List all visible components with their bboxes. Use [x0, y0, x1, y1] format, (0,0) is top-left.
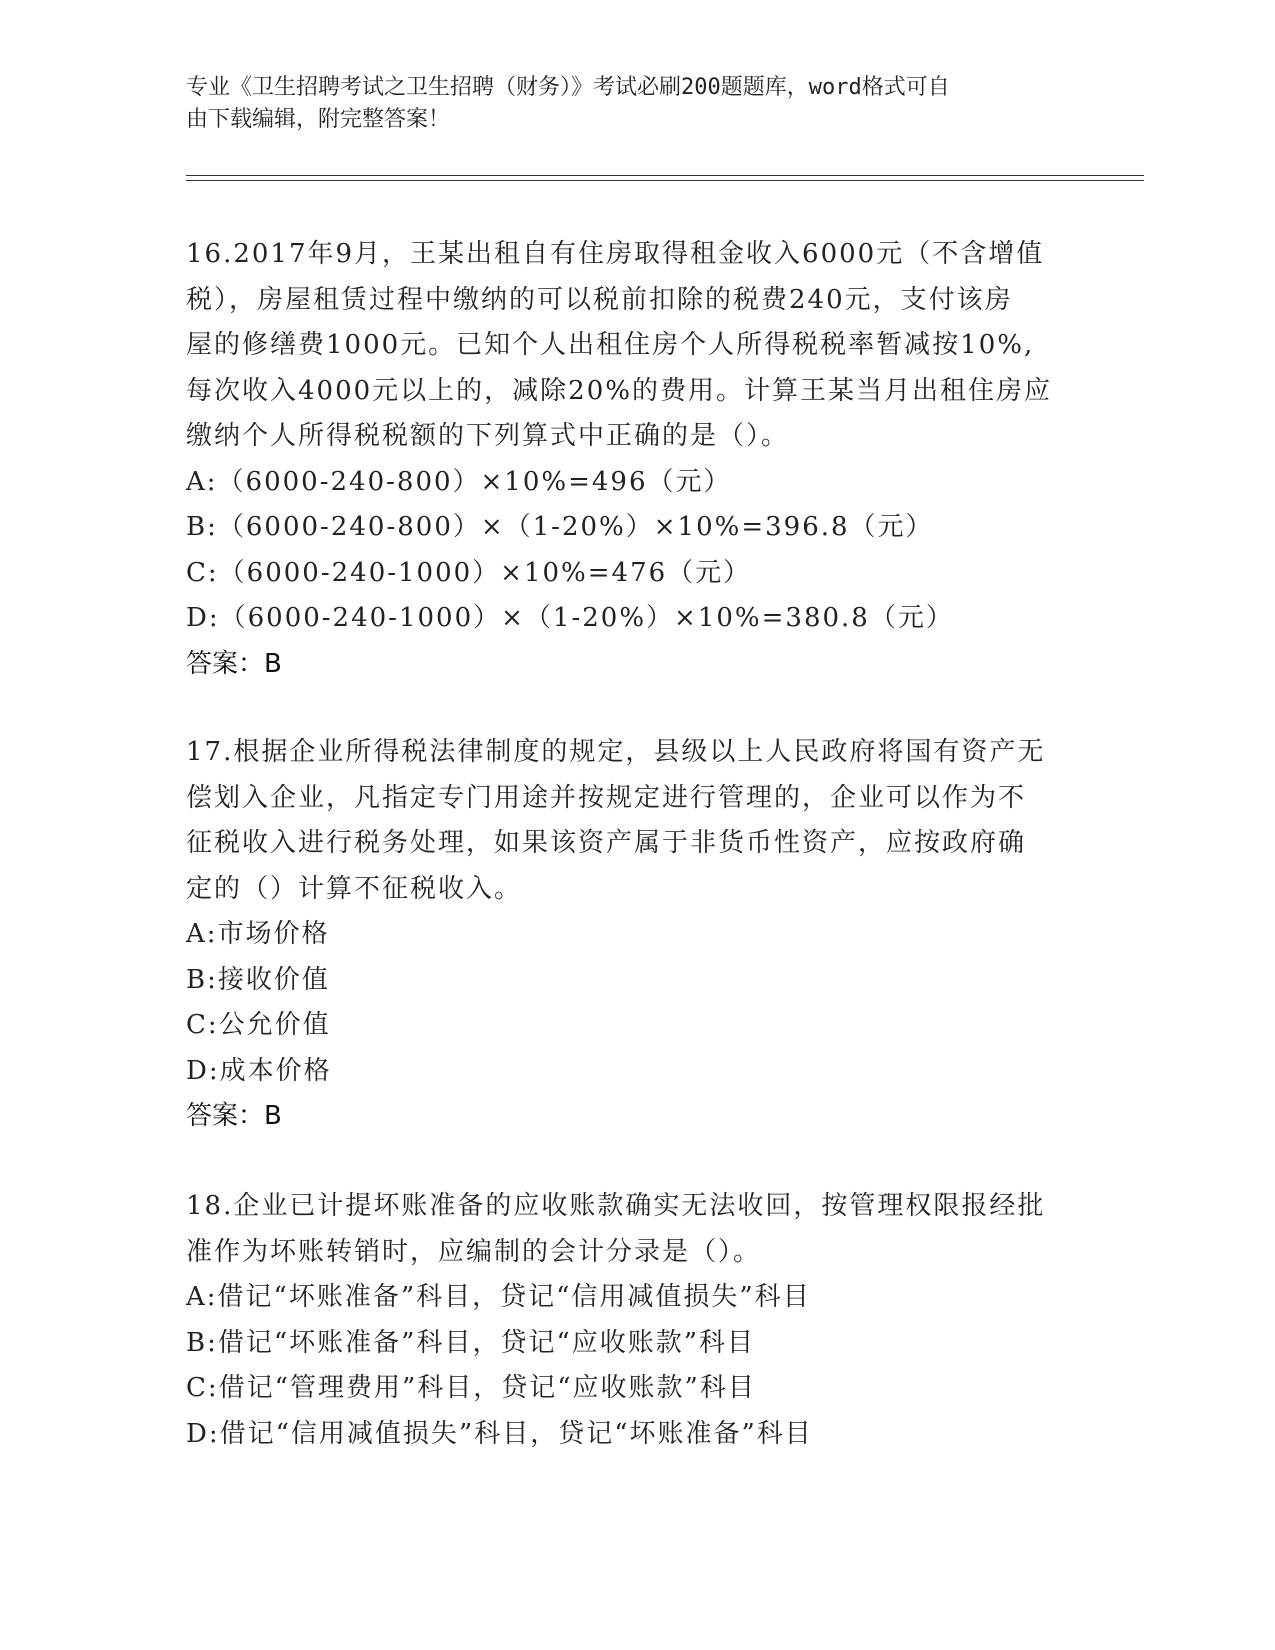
option-a: A:借记“坏账准备”科目，贷记“信用减值损失”科目 [186, 1282, 811, 1312]
question-stem-line: 屋的修缮费1000元。已知个人出租住房个人所得税税率暂减按10%, [186, 330, 1035, 360]
option-b: B:（6000-240-800）×（1-20%）×10%=396.8（元） [186, 512, 934, 542]
option-d: D:借记“信用减值损失”科目，贷记“坏账准备”科目 [186, 1418, 813, 1449]
header-line-1: 专业《卫生招聘考试之卫生招聘（财务）》考试必刷200题题库，word格式可自 [186, 75, 950, 100]
question-16 [186, 232, 1066, 687]
option-c: C:借记“管理费用”科目，贷记“应收账款”科目 [186, 1373, 756, 1403]
option-c: C:公允价值 [186, 1010, 331, 1040]
question-17 [186, 730, 1066, 1140]
question-stem-line: 18.企业已计提坏账准备的应收账款确实无法收回，按管理权限报经批 [186, 1191, 1046, 1221]
header-divider [186, 175, 1144, 181]
option-c: C:（6000-240-1000）×10%=476（元） [186, 557, 752, 588]
header-line-2: 由下载编辑，附完整答案！ [186, 107, 451, 132]
option-b: B:借记“坏账准备”科目，贷记“应收账款”科目 [186, 1327, 756, 1358]
option-a: A:（6000-240-800）×10%=496（元） [186, 466, 732, 497]
question-stem-line: 16.2017年9月，王某出租自有住房取得租金收入6000元（不含增值 [186, 239, 1045, 269]
document-header [186, 72, 1086, 136]
question-stem-line: 征税收入进行税务处理，如果该资产属于非货币性资产，应按政府确 [186, 828, 1027, 858]
question-stem-line: 准作为坏账转销时，应编制的会计分录是（）。 [186, 1236, 762, 1267]
question-stem-line: 每次收入4000元以上的，减除20%的费用。计算王某当月出租住房应 [186, 375, 1052, 406]
question-stem-line: 定的（）计算不征税收入。 [186, 873, 523, 904]
answer-label: 答案：B [186, 648, 282, 679]
question-stem-line: 税），房屋租赁过程中缴纳的可以税前扣除的税费240元，支付该房 [186, 284, 1013, 315]
option-d: D:成本价格 [186, 1055, 332, 1086]
question-stem-line: 17.根据企业所得税法律制度的规定，县级以上人民政府将国有资产无 [186, 737, 1046, 767]
option-a: A:市场价格 [186, 919, 330, 949]
question-stem-line: 缴纳个人所得税税额的下列算式中正确的是（）。 [186, 421, 790, 451]
question-stem-line: 偿划入企业，凡指定专门用途并按规定进行管理的，企业可以作为不 [186, 782, 1027, 813]
option-d: D:（6000-240-1000）×（1-20%）×10%=380.8（元） [186, 603, 954, 633]
answer-label: 答案：B [186, 1101, 282, 1131]
option-b: B:接收价值 [186, 964, 330, 995]
question-18 [186, 1184, 1066, 1457]
